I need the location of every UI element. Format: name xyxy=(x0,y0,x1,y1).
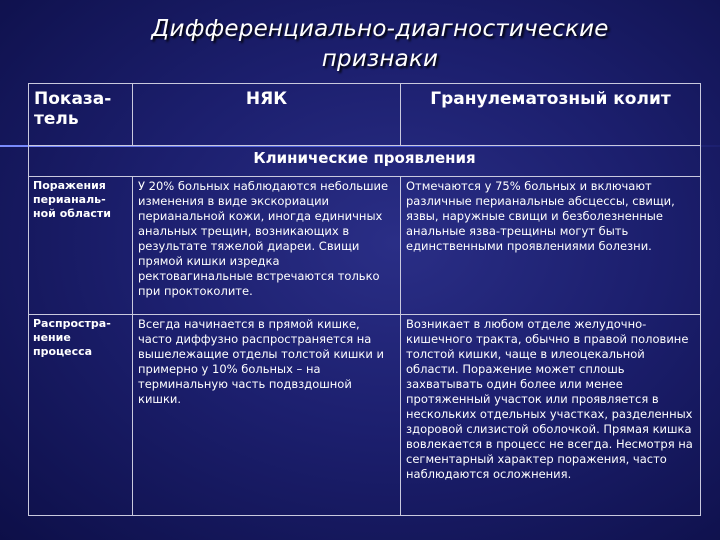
section-row xyxy=(29,146,701,177)
cell-nyak: У 20% больных наблюдаются небольшие изменения в виде экскориации перианальной кожи, иногда единичных анальных трещин, возникающих в результате тяжелой диареи. Свищи прямой кишки изредка ректовагинальные встречаются только при проктоколите. xyxy=(133,177,401,315)
comparison-table xyxy=(28,83,701,516)
cell-granulomatous-colitis: Отмечаются у 75% больных и включают различные перианальные абсцессы, свищи, язвы, наружные свищи и безболезненные анальные язва-трещины могут быть единственными проявлениями болезни. xyxy=(401,177,701,315)
header-indicator: Показа-тель xyxy=(29,84,133,146)
table-row xyxy=(29,177,701,315)
header-granulomatous-colitis: Гранулематозный колит xyxy=(401,84,701,146)
slide-title: Дифференциально-диагностические признаки xyxy=(151,16,609,72)
header-nyak: НЯК xyxy=(133,84,401,146)
table-row xyxy=(29,315,701,516)
cell-nyak: Всегда начинается в прямой кишке, часто диффузно распространяется на вышележащие отделы толстой кишки и примерно у 10% больных – на терминальную часть подвздошной кишки. xyxy=(133,315,401,516)
row-label: Распростра-нение процесса xyxy=(29,315,133,516)
cell-granulomatous-colitis: Возникает в любом отделе желудочно-кишечного тракта, обычно в правой половине толстой кишки, чаще в илеоцекальной области. Поражение может сплошь захватывать один более или менее протяженный участок или проявляется в нескольких отдельных участках, разделенных здоровой слизистой оболочкой. Прямая кишка вовлекается в процесс не всегда. Несмотря на сегментарный характер поражения, часто наблюдаются осложнения. xyxy=(401,315,701,516)
header-row xyxy=(29,84,701,146)
section-label: Клинические проявления xyxy=(29,146,701,177)
row-label: Поражения перианаль-ной области xyxy=(29,177,133,315)
